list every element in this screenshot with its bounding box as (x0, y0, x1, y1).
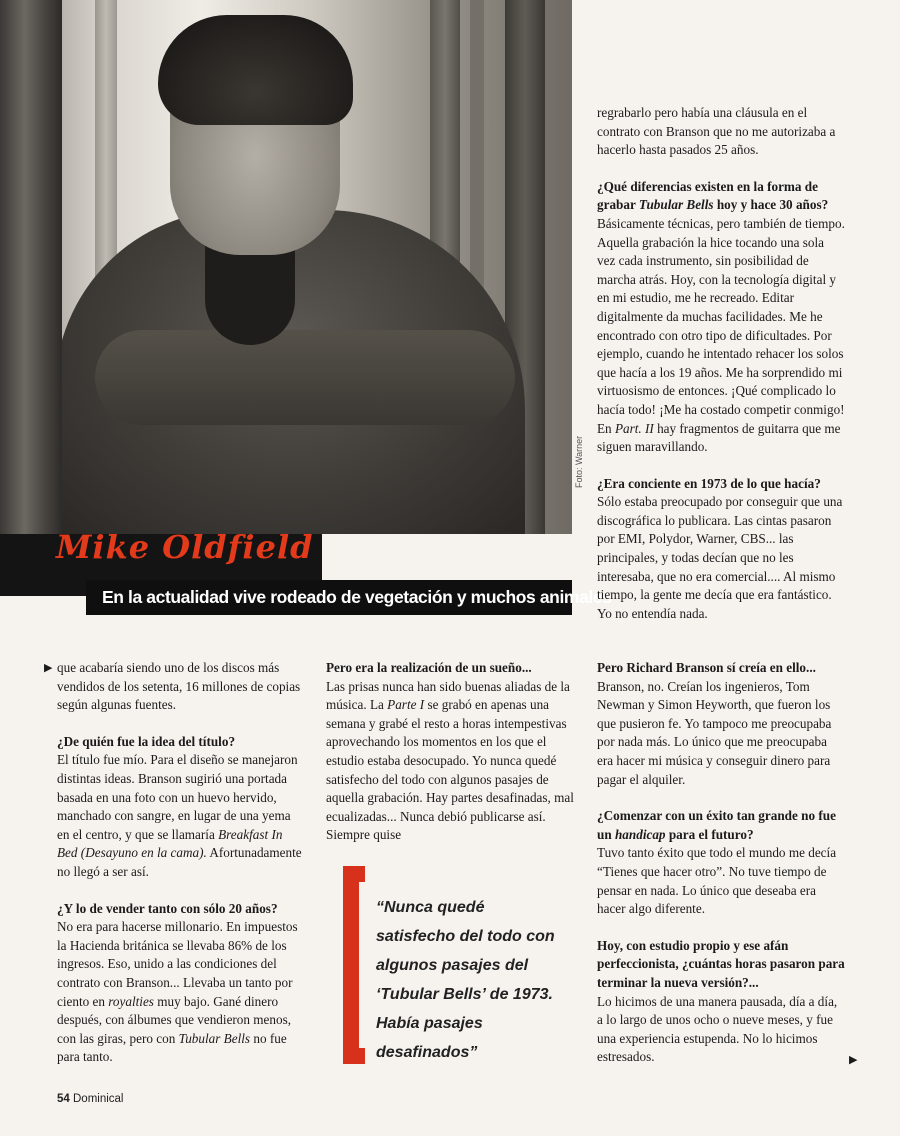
answer: Branson, no. Creían los ingenieros, Tom Newman y Simon Heyworth, que fueron los que pusieron fe. Yo tampoco me preocupaba por nada más. Lo único que me preocupaba era hacer mi música y conseguir dinero para pagar el alquiler. (597, 678, 832, 787)
question: ¿Y lo de vender tanto con sólo 20 años? (57, 900, 278, 916)
continue-arrow-icon: ▶ (44, 661, 53, 674)
page-footer (57, 1093, 124, 1105)
photo-credit: Foto: Warner (574, 435, 584, 488)
article-subtitle: En la actualidad vive rodeado de vegetación y muchos animales (86, 580, 572, 615)
text-column-1 (57, 659, 303, 1067)
pull-quote: “Nunca quedé satisfecho del todo con algunos pasajes del ‘Tubular Bells’ de 1973. Había pasajes desafinados” (376, 899, 555, 1061)
answer: Sólo estaba preocupado por conseguir que una discográfica lo publicara. Las cintas pasaron por EMI, Polydor, Warner, CBS... las principales, y todas decían que no les interesaba, que no era comercial.... Al mismo tiempo, la gente me decía que era fantástico. Yo no entendía nada. (597, 494, 843, 621)
person-hair (158, 15, 353, 125)
text-column-3-lower (597, 659, 845, 1067)
question: Pero era la realización de un sueño... (326, 660, 532, 675)
text-column-3 (597, 104, 845, 623)
quote-bracket (343, 866, 365, 1064)
article-title: Mike Oldfield (56, 528, 314, 566)
answer: El título fue mío. Para el diseño se manejaron distintas ideas. Branson sugirió una portada basada en una foto con un huevo hervido, manchado con sangre, en lugar de una yema en el centro, y que se llamaría Breakfast In Bed (Desayuno en la cama). Afortunadamente no llegó a ser así. (57, 752, 302, 879)
magazine-name: Dominical (73, 1093, 124, 1105)
tree-trunk-foreground (0, 0, 62, 534)
answer: Básicamente técnicas, pero también de tiempo. Aquella grabación la hice tocando una sola vez cada instrumento, sin posibilidad de marcha atrás. Hoy, con la tecnología digital y en mi estudio, me he recreado. Editar digitalmente da muchas facilidades. Me he encontrado con otro tipo de dificultades. Por ejemplo, cuando he intentado rehacer los solos que hacía a los 19 años. Me ha sorprendido mi virtuosismo de entonces. ¡Qué complicado lo hacía todo! ¡Me ha costado competir conmigo! En Part. II hay fragmentos de guitarra que me siguen maravillando. (597, 215, 845, 455)
page-number: 54 (57, 1093, 70, 1105)
question: ¿Qué diferencias existen en la forma de grabar Tubular Bells hoy y hace 30 años? (597, 178, 829, 213)
question: ¿Comenzar con un éxito tan grande no fue un handicap para el futuro? (597, 808, 836, 842)
person-crossed-arms (95, 330, 515, 425)
paragraph: regrabarlo pero había una cláusula en el contrato con Branson que no me autorizaba a hacerlo hasta pasados 25 años. (597, 105, 836, 158)
paragraph: que acabaría siendo uno de los discos más vendidos de los setenta, 16 millones de copias según algunas fuentes. (57, 660, 301, 713)
question: ¿De quién fue la idea del título? (57, 733, 236, 749)
answer: Las prisas nunca han sido buenas aliadas de la música. La Parte I se grabó en apenas una semana y grabé el resto a horas intempestivas aprovechando los momentos en los que el estudio estaba desocupado. Yo nunca quedé satisfecho del todo con algunos pasajes de aquella grabación. Hay partes desafinadas, mal ecualizadas... Nunca debió publicarse así. Siempre quise (326, 678, 574, 843)
text-column-2 (326, 659, 574, 845)
question: ¿Era conciente en 1973 de lo que hacía? (597, 475, 821, 491)
answer: Tuvo tanto éxito que todo el mundo me decía “Tienes que hacer otro”. No tuve tiempo de pensar en nada. Lo único que deseaba era hacer algo diferente. (597, 845, 837, 917)
portrait-photo (0, 0, 572, 534)
end-arrow-icon: ▶ (849, 1053, 858, 1066)
answer: Lo hicimos de una manera pausada, día a día, a lo largo de unos ocho o nueve meses, y fue una experiencia estupenda. No lo hicimos estresados. (597, 993, 838, 1065)
question: Hoy, con estudio propio y ese afán perfeccionista, ¿cuántas horas pasaron para terminar la nueva versión?... (597, 937, 845, 990)
question: Pero Richard Branson sí creía en ello... (597, 660, 816, 675)
answer: No era para hacerse millonario. En impuestos la Hacienda británica se llevaba 86% de los ingresos. Eso, unido a las condiciones del contrato con Branson... Llevaba un tanto por ciento en royalties muy bajo. Gané dinero después, con álbumes que vendieron menos, con las giras, pero con Tubular Bells no fue para tanto. (57, 919, 298, 1065)
